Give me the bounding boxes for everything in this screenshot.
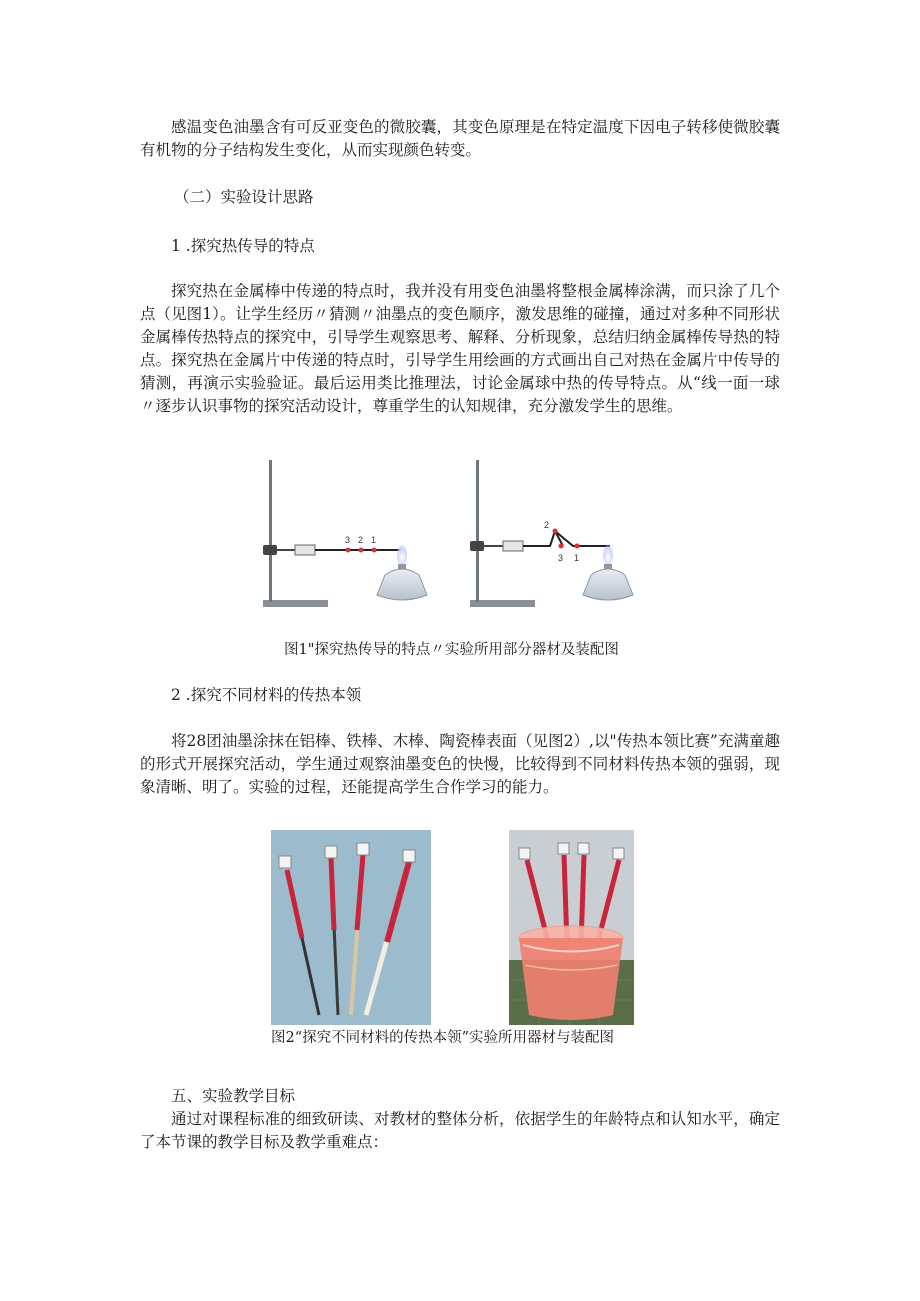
label-2: 2 — [358, 535, 364, 545]
heading-heat-conduction: 1 .探究热传导的特点 — [171, 237, 315, 255]
figure2-rods-photo — [271, 830, 431, 1025]
heading-materials: 2 .探究不同材料的传热本领 — [171, 686, 362, 704]
heading-teaching-goals: 五、实验教学目标 — [171, 1087, 296, 1105]
rod-holder — [503, 541, 523, 551]
ink-dot-2 — [359, 548, 364, 553]
paragraph-intro: 感温变色油墨含有可反亚变色的微胶囊，其变色原理是在特定温度下因电子转移使微胶囊有机物的分子结构发生变化，从而实现颜色转变。 — [140, 118, 780, 159]
label-1: 1 — [371, 535, 377, 545]
flame — [397, 545, 407, 565]
label-3: 3 — [558, 553, 564, 563]
flame — [603, 545, 613, 565]
label-1: 1 — [574, 553, 580, 563]
label-3: 3 — [345, 535, 351, 545]
ink-dot-1 — [372, 548, 377, 553]
paragraph-heat-conduction: 探究热在金属棒中传递的特点时，我并没有用变色油墨将整根金属棒涂满，而只涂了几个点（见图1）。让学生经历〃猜测〃油墨点的变色顺序，激发思维的碰撞，通过对多种不同形状金属棒传热特点的探究中，引导学生观察思考、解释、分析现象，总结归纳金属棒传导热的特点。探究热在金属片中传递的特点时，引导学生用绘画的方式画出自己对热在金属片中传导的猜测，再演示实验验证。最后运用类比推理法，讨论金属球中热的传导特点。从“线一面一球〃逐步认识事物的探究活动设计，尊重学生的认知规律，充分激发学生的思维。 — [140, 282, 780, 415]
ink-dot-3 — [559, 544, 564, 549]
heading-experiment-design: （二）实验设计思路 — [174, 188, 314, 206]
label-2: 2 — [544, 520, 550, 530]
paragraph-teaching-goals: 通过对课程标准的细致研读、对教材的整体分析，依据学生的年龄特点和认知水平，确定了本节课的教学目标及教学重难点： — [140, 1110, 780, 1151]
stand-base — [263, 600, 328, 607]
bent-metal-rod — [523, 531, 610, 546]
alcohol-lamp — [583, 569, 633, 600]
paragraph-materials: 将28团油墨涂抹在铝棒、铁棒、木棒、陶瓷棒表面（见图2）,以"传热本领比赛”充满童趣的形式开展探究活动，学生通过观察油墨变色的快慢，比较得到不同材料传热本领的强弱，现象清晰、明了。实验的过程，还能提高学生合作学习的能力。 — [140, 732, 780, 796]
stand-pole — [269, 460, 272, 602]
rod-holder — [295, 545, 315, 555]
stand-base — [470, 600, 535, 607]
right-apparatus — [470, 460, 633, 607]
ink-dot-1 — [575, 544, 580, 549]
figure1-diagram — [255, 455, 675, 615]
alcohol-lamp — [377, 569, 427, 600]
figure1-caption: 图1"探究热传导的特点〃实验所用部分器材及装配图 — [284, 642, 619, 658]
stand-pole — [476, 460, 479, 602]
ink-dot-2 — [553, 529, 558, 534]
ink-dot-3 — [346, 548, 351, 553]
figure2-cup-photo — [509, 830, 634, 1025]
left-apparatus — [263, 460, 427, 607]
figure2-caption: 图2“探究不同材料的传热本领”实验所用器材与装配图 — [271, 1030, 615, 1046]
